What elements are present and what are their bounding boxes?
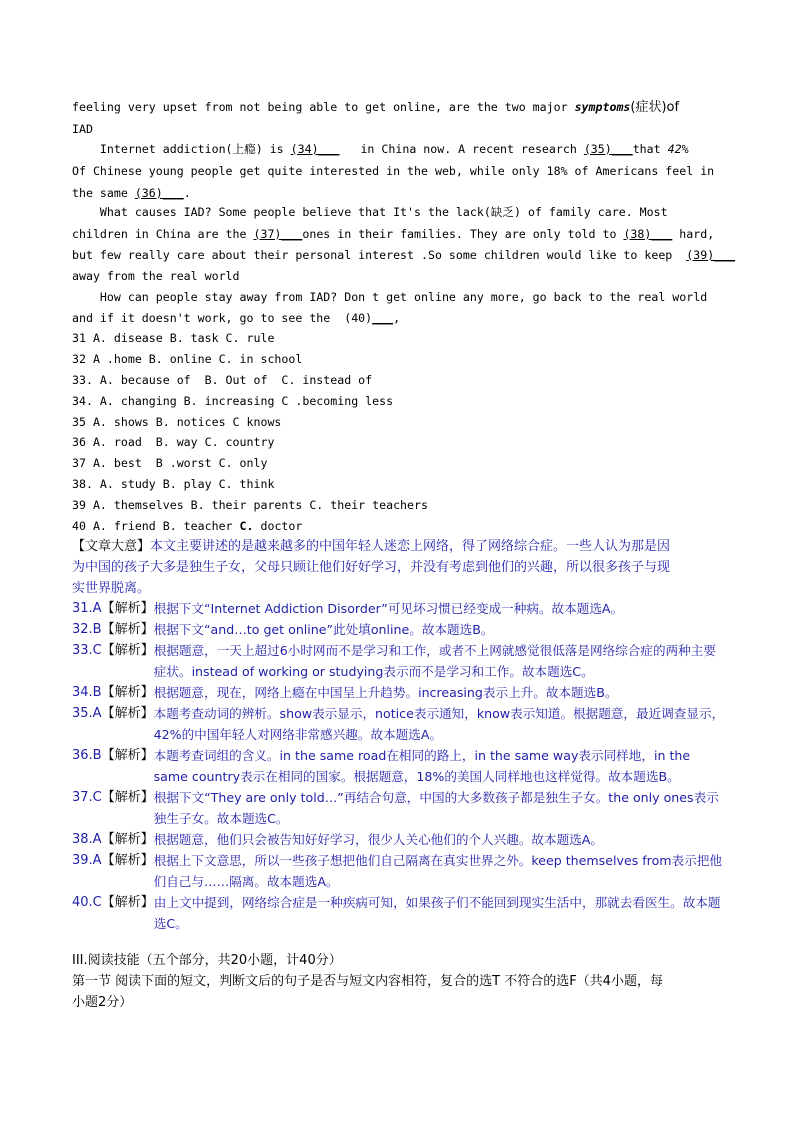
answer-36: 36.B【解析】 本题考查词组的含义。in the same road在相同的路上，in the same way表示同样地，in the same country表示在相同的国家。根据题意，18%的美国人同样地也这样觉得。故本题选B。 — [72, 748, 691, 784]
section-instructions-cont: 小题2分） — [72, 995, 133, 1010]
passage-line-11: and if it doesn't work, go to see the (40)___, — [72, 311, 401, 325]
passage-line-4: Of Chinese young people get quite interested in the web, while only 18% of Americans feel in — [72, 164, 715, 178]
option-37: 37 A. best B .worst C. only — [72, 456, 268, 470]
answer-39: 39.A【解析】 根据上下文意思，所以一些孩子想把他们自己隔离在真实世界之外。keep themselves from表示把他们自己与……隔离。故本题选A。 — [72, 853, 722, 889]
option-34: 34. A. changing B. increasing C .becoming less — [72, 394, 394, 408]
blank-40: ___ — [372, 311, 394, 325]
answer-33: 33.C【解析】 根据题意，一天上超过6小时网而不是学习和工作，或者不上网就感觉很低落是网络综合症的两种主要症状。instead of working or studying表示而不是学习和工作。故本题选C。 — [72, 643, 716, 679]
answer-38: 38.A【解析】 根据题意，他们只会被告知好好学习，很少人关心他们的个人兴趣。故本题选A。 — [72, 832, 603, 847]
blank-34: (34)___ — [290, 142, 340, 156]
passage-line-5: the same (36)___. — [72, 186, 191, 200]
passage-line-6: What causes IAD? Some people believe that It's the lack(缺乏) of family care. Most — [72, 205, 668, 219]
blank-38: (38)___ — [623, 227, 673, 241]
answer-40: 40.C【解析】 由上文中提到，网络综合症是一种疾病可知，如果孩子们不能回到现实生活中，那就去看医生。故本题选C。 — [72, 895, 721, 931]
blank-39: (39)___ — [686, 248, 736, 262]
passage-line-7: children in China are the (37)___ones in their families. They are only told to (38)___ hard, — [72, 227, 715, 241]
keyword-symptoms: symptoms — [574, 100, 631, 114]
passage-line-8: but few really care about their personal interest .So some children would like to keep (39)___ — [72, 248, 736, 262]
blank-36: (36)___ — [134, 186, 184, 200]
article-summary: 【文章大意】本文主要讲述的是越来越多的中国年轻人迷恋上网络，得了网络综合症。一些人认为那是因 为中国的孩子大多是独生子女，父母只顾让他们好好学习，并没有考虑到他们的兴趣，所以很多孩子与现 实世界脱离。 — [72, 539, 671, 596]
blank-37: (37)___ — [253, 227, 303, 241]
option-39: 39 A. themselves B. their parents C. their teachers — [72, 498, 428, 512]
option-31: 31 A. disease B. task C. rule — [72, 331, 275, 345]
blank-35: (35)___ — [583, 142, 633, 156]
option-38: 38. A. study B. play C. think — [72, 477, 275, 491]
option-36: 36 A. road B. way C. country — [72, 435, 275, 449]
option-40: 40 A. friend B. teacher C. doctor — [72, 519, 303, 533]
answer-list — [72, 598, 726, 934]
passage-line-10: How can people stay away from IAD? Don t get online any more, go back to the real world — [72, 290, 708, 304]
passage-line-1: feeling very upset from not being able to get online, are the two major symptoms(症状)of — [72, 100, 680, 115]
passage-line-2: IAD — [72, 122, 93, 136]
passage-line-9: away from the real world — [72, 269, 240, 283]
answer-32: 32.B【解析】 根据下文“and…to get online”此处填online。故本题选B。 — [72, 622, 494, 637]
option-35: 35 A. shows B. notices C knows — [72, 415, 282, 429]
answer-37: 37.C【解析】 根据下文“They are only told…”再结合句意，中国的大多数孩子都是独生子女。the only ones表示独生子女。故本题选C。 — [72, 790, 719, 826]
section-heading: III.阅读技能（五个部分，共20小题，计40分） — [72, 953, 342, 968]
option-33: 33. A. because of B. Out of C. instead of — [72, 373, 373, 387]
section-instructions: 第一节 阅读下面的短文，判断文后的句子是否与短文内容相符，复合的选T 不符合的选F（共4小题，每 — [72, 974, 663, 989]
answer-35: 35.A【解析】 本题考查动词的辨析。show表示显示，notice表示通知，know表示知道。根据题意，最近调查显示，42%的中国年轻人对网络非常感兴趣。故本题选A。 — [72, 706, 725, 742]
answer-31: 31.A【解析】 根据下文“Internet Addiction Disorder”可见坏习惯已经变成一种病。故本题选A。 — [72, 601, 624, 616]
passage-line-3: Internet addiction(上瘾) is (34)___ in China now. A recent research (35)___that 42% — [72, 142, 689, 156]
option-32: 32 A .home B. online C. in school — [72, 352, 303, 366]
answer-34: 34.B【解析】 根据题意，现在，网络上瘾在中国呈上升趋势。increasing表示上升。故本题选B。 — [72, 685, 618, 700]
section-heading-block — [72, 950, 726, 1013]
